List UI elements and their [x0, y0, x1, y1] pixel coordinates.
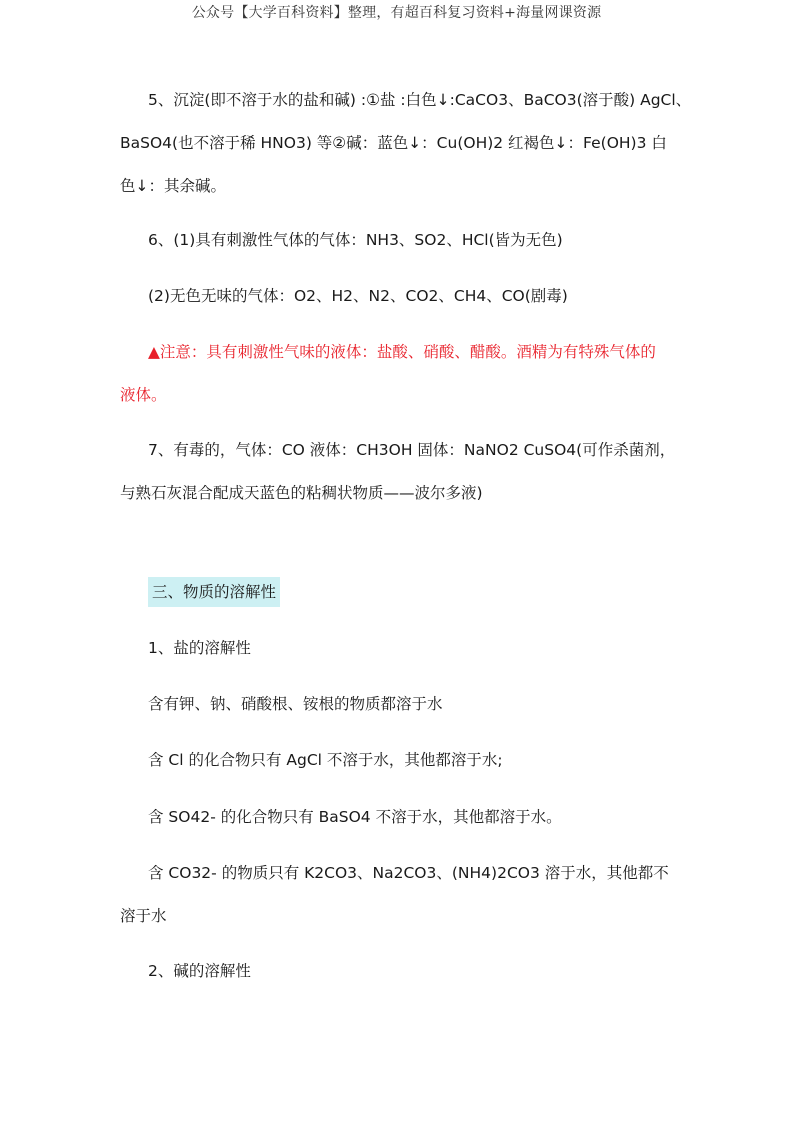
paragraph-salt-4 [120, 852, 680, 938]
text-line: 1、盐的溶解性 [148, 639, 251, 657]
note-line: 液体。 [120, 386, 167, 404]
text-line: 2、碱的溶解性 [148, 962, 251, 980]
text-line: 6、(1)具有刺激性气体的气体：NH3、SO2、HCl(皆为无色) [148, 231, 563, 249]
paragraph-toxic [120, 429, 680, 515]
text-line: 含 SO42- 的化合物只有 BaSO4 不溶于水，其他都溶于水。 [148, 808, 562, 826]
paragraph-precipitate [120, 79, 692, 208]
note-line: ▲注意：具有刺激性气味的液体：盐酸、硝酸、醋酸。酒精为有特殊气体的 [148, 343, 656, 361]
section-heading: 三、物质的溶解性 [148, 577, 280, 607]
paragraph-salt-3 [120, 796, 680, 839]
text-line: 色↓：其余碱。 [120, 177, 226, 195]
paragraph-odorless-gas [120, 275, 680, 318]
subsection-title-salt [120, 627, 680, 670]
text-line: 含有钾、钠、硝酸根、铵根的物质都溶于水 [148, 695, 443, 713]
paragraph-salt-2 [120, 739, 680, 782]
subsection-title-base [120, 950, 680, 993]
paragraph-note [120, 331, 680, 417]
text-line: 含 Cl 的化合物只有 AgCl 不溶于水，其他都溶于水; [148, 751, 503, 769]
text-line: (2)无色无味的气体：O2、H2、N2、CO2、CH4、CO(剧毒) [148, 287, 568, 305]
page-header: 公众号【大学百科资料】整理，有超百科复习资料+海量网课资源 [191, 5, 602, 21]
text-line: 含 CO32- 的物质只有 K2CO3、Na2CO3、(NH4)2CO3 溶于水，其他都不 [148, 864, 669, 882]
text-line: 5、沉淀(即不溶于水的盐和碱) :①盐 :白色↓:CaCO3、BaCO3(溶于酸) AgCl、 [148, 91, 692, 109]
text-line: 与熟石灰混合配成天蓝色的粘稠状物质——波尔多液) [120, 484, 483, 502]
paragraph-irritating-gas [120, 219, 680, 262]
text-line: 溶于水 [120, 907, 167, 925]
text-line: BaSO4(也不溶于稀 HNO3) 等②碱：蓝色↓：Cu(OH)2 红褐色↓：Fe(OH)3 白 [120, 134, 667, 152]
paragraph-salt-1 [120, 683, 680, 726]
text-line: 7、有毒的，气体：CO 液体：CH3OH 固体：NaNO2 CuSO4(可作杀菌剂， [148, 441, 676, 459]
